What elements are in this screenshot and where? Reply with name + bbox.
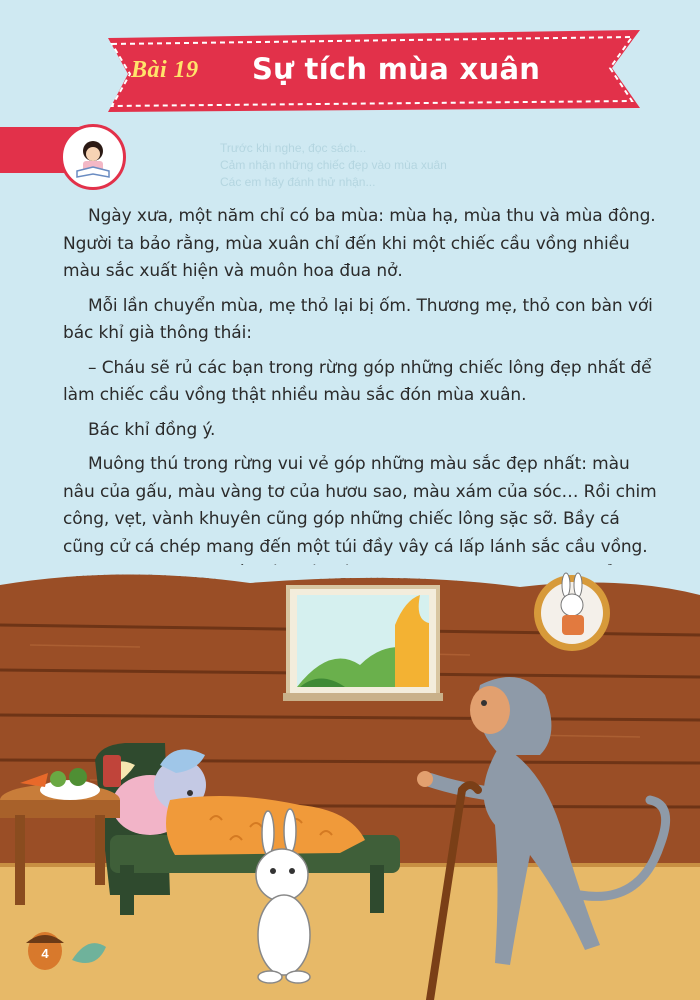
story-paragraph: Muông thú trong rừng vui vẻ góp những màu sắc đẹp nhất: màu nâu của gấu, màu vàng tơ của hươu sao, màu xám của sóc… Rồi chim công, vẹt, vành khuyên cũng góp những chiếc lông sặc sỡ. Bầy cá cũng cử cá chép mang đến một túi đầy vây cá lấp lánh sắc cầu vồng. [63,454,657,557]
story-paragraph: Ngày xưa, một năm chỉ có ba mùa: mùa hạ, mùa thu và mùa đông. Người ta bảo rằng, mùa xuân chỉ đến khi một chiếc cầu vồng nhiều màu sắc xuất hiện và muôn hoa đua nở. [63,206,656,281]
story-paragraph: Mỗi lần chuyển mùa, mẹ thỏ lại bị ốm. Thương mẹ, thỏ con bàn với bác khỉ già thông thái: [63,295,653,343]
story-text [63,203,663,623]
story-paragraph: Bác khỉ đồng ý. [88,419,216,440]
reading-girl-icon [63,127,123,187]
ghost-line: Trước khi nghe, đọc sách... [220,141,367,155]
lesson-number: Bài 19 [131,57,199,83]
lesson-header-ribbon [0,0,700,120]
story-illustration [0,565,700,1000]
ghost-line: Cảm nhận những chiếc đẹp vào mùa xuân [220,158,447,172]
lesson-title: Sự tích mùa xuân [252,52,541,86]
ghost-line: Các em hãy đánh thử nhận... [220,175,376,189]
page-number: 4 [34,943,56,965]
bleed-through-text [220,140,690,200]
room-scene [0,565,700,1000]
story-dialog: – Cháu sẽ rủ các bạn trong rừng góp những chiếc lông đẹp nhất để làm chiếc cầu vồng thật nhiều màu sắc đón mùa xuân. [63,357,652,405]
reading-badge [60,124,126,190]
